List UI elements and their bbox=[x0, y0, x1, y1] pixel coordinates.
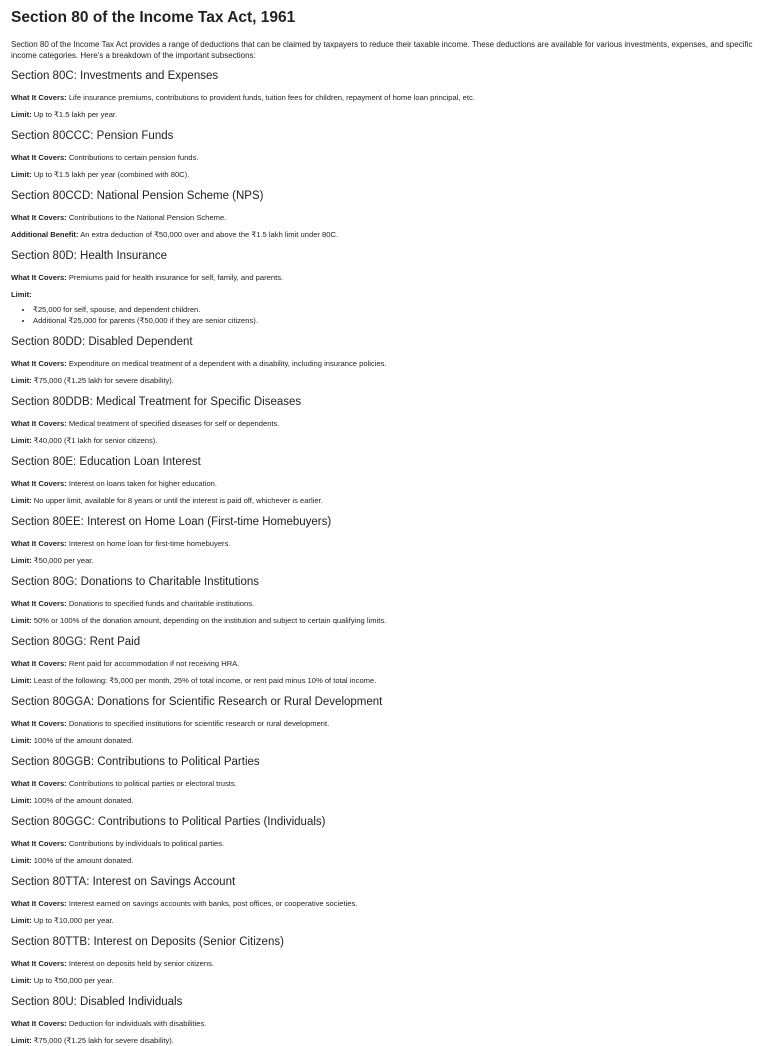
what-it-covers bbox=[11, 599, 757, 609]
section-80tta bbox=[11, 875, 757, 926]
section-heading: Section 80DDB: Medical Treatment for Specific Diseases bbox=[11, 396, 302, 408]
section-heading: Section 80GG: Rent Paid bbox=[11, 636, 141, 648]
section-80ttb bbox=[11, 935, 757, 986]
section-heading: Section 80CCD: National Pension Scheme (NPS) bbox=[11, 190, 264, 202]
what-it-covers bbox=[11, 1019, 757, 1029]
section-80ee bbox=[11, 515, 757, 566]
additional-benefit bbox=[11, 230, 757, 240]
limit-label: Limit: bbox=[11, 976, 32, 985]
section-heading: Section 80E: Education Loan Interest bbox=[11, 456, 201, 468]
limit bbox=[11, 736, 757, 746]
limit-label: Limit: bbox=[11, 736, 32, 745]
section-heading: Section 80GGB: Contributions to Political Parties bbox=[11, 756, 260, 768]
limit-text: No upper limit, available for 8 years or until the interest is paid off, whichever is earlier. bbox=[33, 496, 323, 505]
sections-container bbox=[11, 69, 757, 1046]
section-80gg bbox=[11, 635, 757, 686]
what-it-covers-text: Donations to specified institutions for scientific research or rural development. bbox=[68, 719, 330, 728]
section-heading: Section 80G: Donations to Charitable Institutions bbox=[11, 576, 260, 588]
section-heading: Section 80GGA: Donations for Scientific Research or Rural Development bbox=[11, 696, 383, 708]
what-it-covers-text: Contributions to political parties or electoral trusts. bbox=[68, 779, 237, 788]
section-80ccc bbox=[11, 129, 757, 180]
what-it-covers-label: What It Covers: bbox=[11, 899, 67, 908]
section-80gga bbox=[11, 695, 757, 746]
what-it-covers-text: Premiums paid for health insurance for self, family, and parents. bbox=[68, 273, 284, 282]
limit bbox=[11, 376, 757, 386]
section-heading: Section 80EE: Interest on Home Loan (First-time Homebuyers) bbox=[11, 516, 332, 528]
what-it-covers bbox=[11, 93, 757, 103]
limit-label: Limit: bbox=[11, 170, 32, 179]
section-heading: Section 80D: Health Insurance bbox=[11, 250, 167, 262]
section-80ddb bbox=[11, 395, 757, 446]
list-item: • Additional ₹25,000 for parents (₹50,000 if they are senior citizens). bbox=[33, 316, 757, 327]
what-it-covers-label: What It Covers: bbox=[11, 213, 67, 222]
limit-text: 100% of the amount donated. bbox=[33, 796, 134, 805]
what-it-covers-text: Contributions to the National Pension Scheme. bbox=[68, 213, 227, 222]
limit bbox=[11, 556, 757, 566]
what-it-covers-text: Interest earned on savings accounts with banks, post offices, or cooperative societies. bbox=[68, 899, 358, 908]
what-it-covers-label: What It Covers: bbox=[11, 839, 67, 848]
what-it-covers-text: Deduction for individuals with disabilities. bbox=[68, 1019, 207, 1028]
additional-benefit-text: An extra deduction of ₹50,000 over and above the ₹1.5 lakh limit under 80C. bbox=[80, 230, 339, 239]
what-it-covers-label: What It Covers: bbox=[11, 659, 67, 668]
limit-label: Limit: bbox=[11, 376, 32, 385]
limit-text: Up to ₹1.5 lakh per year (combined with 80C). bbox=[33, 170, 190, 179]
limit bbox=[11, 676, 757, 686]
what-it-covers-text: Donations to specified funds and charitable institutions. bbox=[68, 599, 255, 608]
what-it-covers-text: Contributions by individuals to political parties. bbox=[68, 839, 225, 848]
what-it-covers bbox=[11, 153, 757, 163]
limit bbox=[11, 916, 757, 926]
limit-label: Limit: bbox=[11, 496, 32, 505]
section-heading: Section 80U: Disabled Individuals bbox=[11, 996, 183, 1008]
what-it-covers bbox=[11, 719, 757, 729]
section-80g bbox=[11, 575, 757, 626]
what-it-covers-label: What It Covers: bbox=[11, 719, 67, 728]
section-80e bbox=[11, 455, 757, 506]
limit bbox=[11, 290, 757, 300]
limit-text: ₹75,000 (₹1.25 lakh for severe disability). bbox=[33, 1036, 174, 1045]
section-heading: Section 80DD: Disabled Dependent bbox=[11, 336, 193, 348]
limit-label: Limit: bbox=[11, 556, 32, 565]
limit-label: Limit: bbox=[11, 796, 32, 805]
what-it-covers-label: What It Covers: bbox=[11, 93, 67, 102]
what-it-covers bbox=[11, 839, 757, 849]
limit-label: Limit: bbox=[11, 436, 32, 445]
limit bbox=[11, 1036, 757, 1046]
limit bbox=[11, 436, 757, 446]
what-it-covers bbox=[11, 273, 757, 283]
what-it-covers bbox=[11, 479, 757, 489]
what-it-covers-label: What It Covers: bbox=[11, 779, 67, 788]
what-it-covers-text: Interest on deposits held by senior citizens. bbox=[68, 959, 215, 968]
limit-text: Up to ₹10,000 per year. bbox=[33, 916, 114, 925]
section-heading: Section 80CCC: Pension Funds bbox=[11, 130, 174, 142]
section-heading: Section 80C: Investments and Expenses bbox=[11, 70, 219, 82]
limit bbox=[11, 976, 757, 986]
what-it-covers-text: Rent paid for accommodation if not receiving HRA. bbox=[68, 659, 240, 668]
what-it-covers-text: Life insurance premiums, contributions to provident funds, tuition fees for children, repayment of home loan principal, etc. bbox=[68, 93, 475, 102]
limit-text: 50% or 100% of the donation amount, depending on the institution and subject to certain qualifying limits. bbox=[33, 616, 387, 625]
section-80c bbox=[11, 69, 757, 120]
what-it-covers-label: What It Covers: bbox=[11, 959, 67, 968]
what-it-covers-text: Interest on home loan for first-time homebuyers. bbox=[68, 539, 231, 548]
section-80ggc bbox=[11, 815, 757, 866]
limit-text: ₹50,000 per year. bbox=[33, 556, 94, 565]
page-title: Section 80 of the Income Tax Act, 1961 bbox=[11, 9, 296, 26]
list-item: • ₹25,000 for self, spouse, and dependent children. bbox=[33, 305, 757, 316]
limit bbox=[11, 616, 757, 626]
limit-label: Limit: bbox=[11, 856, 32, 865]
what-it-covers-label: What It Covers: bbox=[11, 359, 67, 368]
what-it-covers bbox=[11, 659, 757, 669]
section-80dd bbox=[11, 335, 757, 386]
what-it-covers-text: Expenditure on medical treatment of a dependent with a disability, including insurance policies. bbox=[68, 359, 387, 368]
limit-text: ₹40,000 (₹1 lakh for senior citizens). bbox=[33, 436, 158, 445]
what-it-covers-label: What It Covers: bbox=[11, 599, 67, 608]
additional-benefit-label: Additional Benefit: bbox=[11, 230, 79, 239]
limit bbox=[11, 796, 757, 806]
section-heading: Section 80TTA: Interest on Savings Account bbox=[11, 876, 236, 888]
limit bbox=[11, 170, 757, 180]
limit bbox=[11, 496, 757, 506]
limit-text: Up to ₹50,000 per year. bbox=[33, 976, 114, 985]
what-it-covers bbox=[11, 419, 757, 429]
limit-label: Limit: bbox=[11, 1036, 32, 1045]
limit bbox=[11, 110, 757, 120]
what-it-covers-text: Contributions to certain pension funds. bbox=[68, 153, 199, 162]
what-it-covers-label: What It Covers: bbox=[11, 273, 67, 282]
section-80d bbox=[11, 249, 757, 326]
what-it-covers bbox=[11, 959, 757, 969]
what-it-covers-text: Interest on loans taken for higher education. bbox=[68, 479, 218, 488]
limit-label: Limit: bbox=[11, 676, 32, 685]
section-80ggb bbox=[11, 755, 757, 806]
section-heading: Section 80GGC: Contributions to Political Parties (Individuals) bbox=[11, 816, 326, 828]
limit-list bbox=[11, 305, 757, 326]
limit-text: Least of the following: ₹5,000 per month, 25% of total income, or rent paid minus 10% of total income. bbox=[33, 676, 377, 685]
section-heading: Section 80TTB: Interest on Deposits (Senior Citizens) bbox=[11, 936, 284, 948]
what-it-covers-label: What It Covers: bbox=[11, 539, 67, 548]
what-it-covers-label: What It Covers: bbox=[11, 419, 67, 428]
what-it-covers bbox=[11, 359, 757, 369]
what-it-covers-label: What It Covers: bbox=[11, 479, 67, 488]
section-80ccd bbox=[11, 189, 757, 240]
what-it-covers bbox=[11, 539, 757, 549]
limit-text: ₹75,000 (₹1.25 lakh for severe disability). bbox=[33, 376, 174, 385]
what-it-covers bbox=[11, 779, 757, 789]
intro-paragraph: Section 80 of the Income Tax Act provides a range of deductions that can be claimed by taxpayers to reduce their taxable income. These deductions are available for various investments, expenses, and specific income categories. Here's a breakdown of the important subsections: bbox=[11, 40, 753, 60]
limit-label: Limit: bbox=[11, 110, 32, 119]
limit-label: Limit: bbox=[11, 916, 32, 925]
limit-label: Limit: bbox=[11, 616, 32, 625]
limit bbox=[11, 856, 757, 866]
what-it-covers-label: What It Covers: bbox=[11, 153, 67, 162]
what-it-covers bbox=[11, 213, 757, 223]
what-it-covers-label: What It Covers: bbox=[11, 1019, 67, 1028]
limit-text: Up to ₹1.5 lakh per year. bbox=[33, 110, 118, 119]
what-it-covers-text: Medical treatment of specified diseases for self or dependents. bbox=[68, 419, 280, 428]
limit-text: 100% of the amount donated. bbox=[33, 856, 134, 865]
limit-label: Limit: bbox=[11, 290, 32, 299]
limit-text: 100% of the amount donated. bbox=[33, 736, 134, 745]
section-80u bbox=[11, 995, 757, 1046]
what-it-covers bbox=[11, 899, 757, 909]
